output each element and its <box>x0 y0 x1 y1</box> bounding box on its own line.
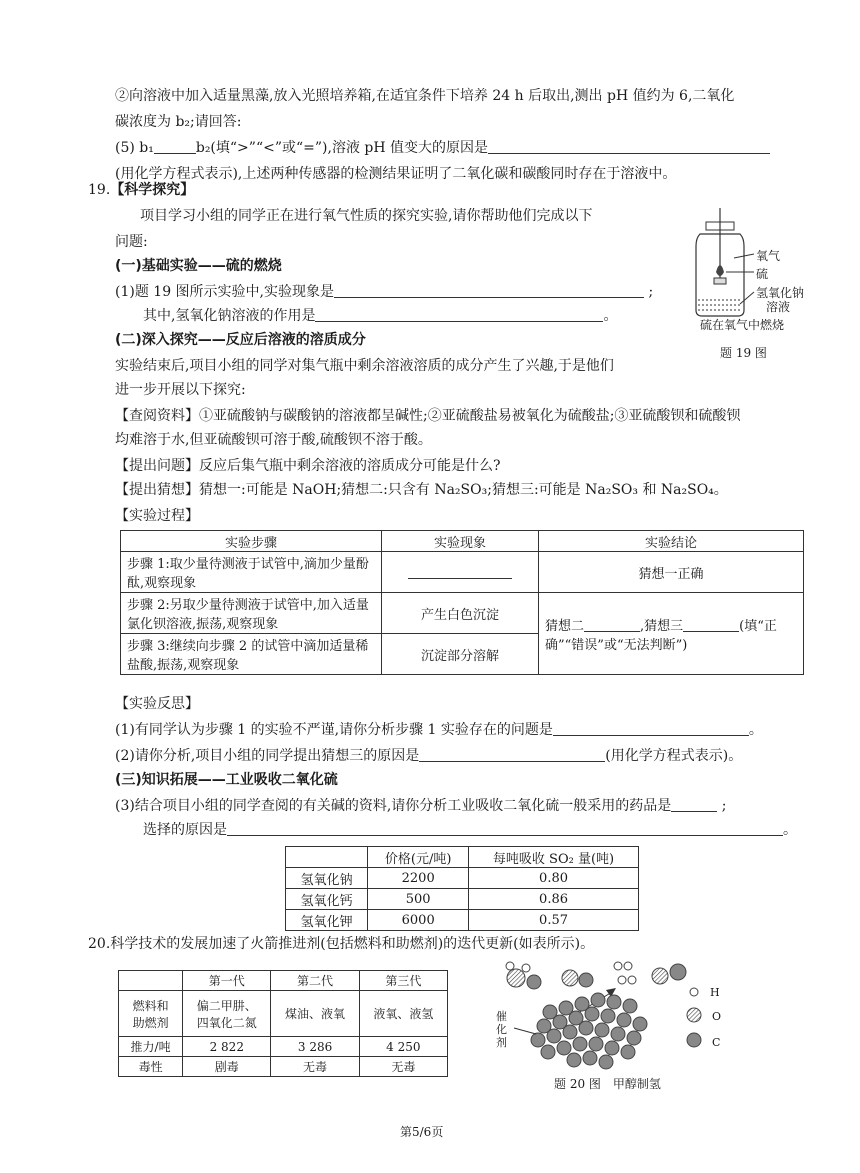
legend-c: C <box>712 1036 721 1049</box>
exp-obs3: 沉淀部分溶解 <box>382 634 539 675</box>
r1-text: (1)有同学认为步骤 1 的实验不严谨,请你分析步骤 1 实验存在的问题是 <box>115 722 553 738</box>
r2-text: (2)请你分析,项目小组的同学提出猜想三的原因是 <box>115 748 420 764</box>
reflect-q2 <box>115 746 742 766</box>
q19-q1b: 其中,氢氧化钠溶液的作用是 。 <box>143 308 618 324</box>
exp-step1: 步骤 1:取少量待测液于试管中,滴加少量酚 酞,观察现象 <box>121 552 382 593</box>
price-row: 氢氧化钾 6000 0.57 <box>286 910 639 931</box>
price-table <box>285 846 639 931</box>
part3-title: (三)知识拓展——工业吸收二氧化硫 <box>115 772 338 788</box>
rocket-h3: 第三代 <box>359 971 447 991</box>
q3a-blank[interactable] <box>671 797 717 812</box>
exp-header-concl: 实验结论 <box>539 531 804 552</box>
q18-q5 <box>115 138 770 158</box>
price-h1: 价格(元/吨) <box>368 847 469 868</box>
exp-concl1: 猜想一正确 <box>539 552 804 593</box>
price-h2: 每吨吸收 SO₂ 量(吨) <box>469 847 639 868</box>
rocket-table: 第一代 第二代 第三代 燃料和 助燃剂 偏二甲肼、 四氧化二氮 煤油、液氧 液氧、液氢 推力/吨 2 822 3 286 4 250 毒性 剧毒 无毒 无毒 <box>118 970 448 1077</box>
guess-line: 【提出猜想】猜想一:可能是 NaOH;猜想二:只含有 Na₂SO₃;猜想三:可能是 Na₂SO₃ 和 Na₂SO₄。 <box>115 482 728 498</box>
question-line: 【提出问题】反应后集气瓶中剩余溶液的溶质成分可能是什么? <box>115 458 501 474</box>
info-line2: 均难溶于水,但亚硫酸钡可溶于酸,硫酸钡不溶于酸。 <box>115 432 432 448</box>
q1a-text: (1)题 19 图所示实验中,实验现象是 <box>115 284 334 300</box>
fig20-caption: 题 20 图 甲醇制氢 <box>554 1077 661 1091</box>
legend-h: H <box>710 986 720 999</box>
fig19-label-solution: 溶液 <box>766 300 791 314</box>
r2-suffix: (用化学方程式表示)。 <box>605 748 743 764</box>
price-h0 <box>286 847 368 868</box>
part2-title: (二)深入探究——反应后溶液的溶质成分 <box>115 332 366 348</box>
exp-header-step: 实验步骤 <box>121 531 382 552</box>
fig19-caption1: 硫在氧气中燃烧 <box>700 318 785 332</box>
rocket-fuel-label: 燃料和 助燃剂 <box>119 991 183 1037</box>
q18-line4: (用化学方程式表示),上述两种传感器的检测结果证明了二氧化碳和碳酸同时存在于溶液中。 <box>115 166 677 182</box>
q19-intro1: 项目学习小组的同学正在进行氧气性质的探究实验,请你帮助他们完成以下 <box>140 208 593 224</box>
exp-step2: 步骤 2:另取少量待测液于试管中,加入适量 氯化钡溶液,振荡,观察现象 <box>121 593 382 634</box>
info-line1: 【查阅资料】①亚硫酸钠与碳酸钠的溶液都呈碱性;②亚硫酸盐易被氧化为硫酸盐;③亚硫酸钡和硫酸钡 <box>115 408 741 424</box>
q19-intro2: 问题: <box>115 234 148 250</box>
reflect-title: 【实验反思】 <box>115 696 199 712</box>
obs1-blank[interactable] <box>408 564 512 579</box>
p2-line1: 实验结束后,项目小组的同学对集气瓶中剩余溶液溶质的成分产生了兴趣,于是他们 <box>115 358 614 374</box>
concl3-blank[interactable] <box>683 617 739 632</box>
reflect-q1: (1)有同学认为步骤 1 的实验不严谨,请你分析步骤 1 实验存在的问题是 。 <box>115 722 763 738</box>
q5-blank2[interactable] <box>488 139 770 154</box>
fig19-label-naoh: 氢氧化钠 <box>756 286 805 300</box>
exp-header-obs: 实验现象 <box>382 531 539 552</box>
q19-q1a: (1)题 19 图所示实验中,实验现象是 ; <box>115 284 654 300</box>
rocket-h2: 第二代 <box>271 971 359 991</box>
fig19-caption2: 题 19 图 <box>720 346 767 360</box>
concl2-blank[interactable] <box>584 617 640 632</box>
q5-text: b₂(填“>”“<”或“=”),溶液 pH 值变大的原因是 <box>195 140 489 156</box>
fig20-catalyst-label: 催化剂 <box>496 1010 507 1049</box>
q1a-blank[interactable] <box>334 283 644 298</box>
part1-title: (一)基础实验——硫的燃烧 <box>115 258 282 274</box>
r1-blank[interactable] <box>553 721 749 736</box>
q3-line2: 选择的原因是 。 <box>143 822 797 838</box>
rocket-h1: 第一代 <box>183 971 271 991</box>
q1b-text: 其中,氢氧化钠溶液的作用是 <box>143 308 316 324</box>
q3-line1: (3)结合项目小组的同学查阅的有关碱的资料,请你分析工业吸收二氧化硫一般采用的药品是 ; <box>115 798 727 814</box>
q20-text: 20.科学技术的发展加速了火箭推进剂(包括燃料和助燃剂)的迭代更新(如表所示)。 <box>88 936 595 952</box>
price-row: 氢氧化钠 2200 0.80 <box>286 868 639 889</box>
q1b-blank[interactable] <box>315 307 603 322</box>
q3b-text: 选择的原因是 <box>143 822 227 838</box>
q3a-text: (3)结合项目小组的同学查阅的有关碱的资料,请你分析工业吸收二氧化硫一般采用的药品是 <box>115 798 672 814</box>
q19-tag: 【科学探究】 <box>110 182 195 198</box>
experiment-table <box>120 530 804 675</box>
q18-line1: ②向溶液中加入适量黑藻,放入光照培养箱,在适宜条件下培养 24 h 后取出,测出 pH 值约为 6,二氧化 <box>115 88 735 104</box>
q5-label: (5) b₁ <box>115 140 154 156</box>
r2-blank[interactable] <box>419 747 605 762</box>
q18-line2: 碳浓度为 b₂;请回答: <box>115 114 242 130</box>
legend-o: O <box>712 1010 722 1023</box>
figure-19 <box>690 200 830 365</box>
fig19-label-oxygen: 氧气 <box>756 249 781 263</box>
price-row: 氢氧化钙 500 0.86 <box>286 889 639 910</box>
process-title: 【实验过程】 <box>115 508 199 524</box>
fig19-label-sulfur: 硫 <box>756 267 769 281</box>
exp-step3: 步骤 3:继续向步骤 2 的试管中滴加适量稀 盐酸,振荡,观察现象 <box>121 634 382 675</box>
page-footer: 第5/6页 <box>400 1125 444 1139</box>
q19-number: 19. <box>88 182 111 198</box>
q3b-blank[interactable] <box>227 821 783 836</box>
q19-header <box>88 180 194 200</box>
exp-obs1 <box>382 552 539 593</box>
exp-concl23: 猜想二 ,猜想三 (填“正 确”“错误”或“无法判断”) <box>539 593 804 675</box>
q5-blank1[interactable] <box>154 139 196 154</box>
exp-obs2: 产生白色沉淀 <box>382 593 539 634</box>
p2-line2: 进一步开展以下探究: <box>115 382 246 398</box>
